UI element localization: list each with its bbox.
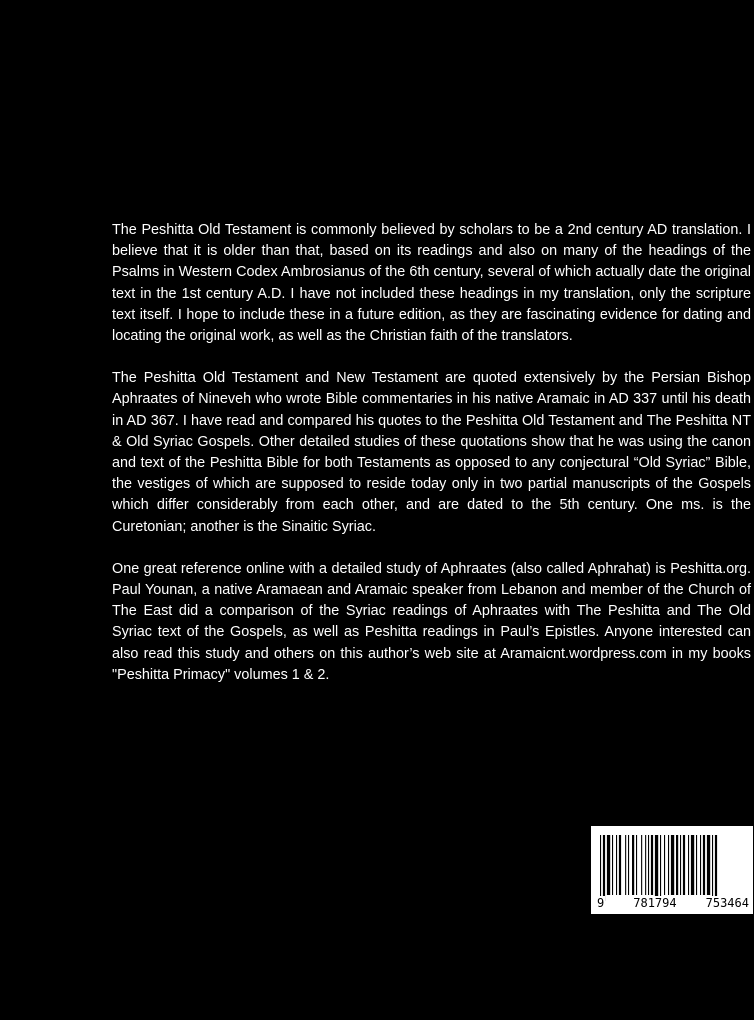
barcode-bar [648, 835, 649, 895]
barcode-bar [703, 835, 705, 895]
barcode-bar [664, 835, 665, 895]
barcode-bar [715, 835, 717, 901]
barcode-bar [668, 835, 669, 895]
barcode-bar [625, 835, 626, 895]
barcode-digit-group-left: 781794 [633, 896, 677, 910]
barcode-bar [632, 835, 634, 895]
barcode-bar [645, 835, 646, 895]
barcode-bar [612, 835, 613, 895]
barcode-bar [641, 835, 642, 895]
barcode-bar [696, 835, 697, 895]
barcode-bar [603, 835, 605, 901]
barcode-digit-group-right: 753464 [705, 896, 749, 910]
barcode-bar [691, 835, 694, 895]
barcode-bar [671, 835, 674, 895]
barcode-bar [619, 835, 621, 895]
barcode-bar [688, 835, 689, 895]
barcode-bar [636, 835, 637, 895]
barcode-bar [607, 835, 610, 895]
paragraph-online-reference: One great reference online with a detailed study of Aphraates (also called Aphrahat) is Peshitta.org. Paul Younan, a native Aramaean and Aramaic speaker from Lebanon and member of the Church of The East did a comparison of the Syriac readings of Aphraates with The Peshitta and The Old Syriac text of the Gospels, as well as Peshitta readings in Paul’s Epistles. Anyone interested can also read this study and others on this author’s web site at Aramaicnt.wordpress.com in my books "Peshitta Primacy" volumes 1 & 2. [112, 560, 751, 683]
isbn-barcode [591, 826, 753, 914]
back-cover-text [112, 220, 751, 707]
barcode-bar [676, 835, 678, 895]
barcode-bar [700, 835, 701, 895]
barcode-bar [707, 835, 710, 895]
barcode-bar [616, 835, 617, 895]
barcode-bar [628, 835, 629, 895]
barcode-digits [596, 896, 750, 910]
barcode-digit-prefix: 9 [597, 896, 605, 910]
barcode-bar [651, 835, 653, 895]
barcode-bar [600, 835, 601, 901]
barcode-bar [655, 835, 658, 901]
paragraph-peshitta-old-testament: The Peshitta Old Testament is commonly believed by scholars to be a 2nd century AD translation. I believe that it is older than that, based on its readings and also on many of the headings of the Psalms in Western Codex Ambrosianus of the 6th century, several of which actually date the original text in the 1st century A.D. I have not included these headings in my translation, only the scripture text itself. I hope to include these in a future edition, as they are fascinating evidence for dating and locating the original work, as well as the Christian faith of the translators. [112, 222, 751, 345]
paragraph-aphraates-quotes: The Peshitta Old Testament and New Testament are quoted extensively by the Persian Bishop Aphraates of Nineveh who wrote Bible commentaries in his native Aramaic in AD 337 until his death in AD 367. I have read and compared his quotes to the Peshitta Old Testament and The Peshitta NT & Old Syriac Gospels. Other detailed studies of these quotations show that he was using the canon and text of the Peshitta Bible for both Testaments as opposed to any conjectural “Old Syriac” Bible, the vestiges of which are supposed to reside today only in two partial manuscripts of the Gospels which differ considerably from each other, and are dated to the 5th century. One ms. is the Curetonian; another is the Sinaitic Syriac. [112, 370, 751, 535]
barcode-bar [660, 835, 661, 901]
barcode-bar [680, 835, 681, 895]
barcode-bar [712, 835, 713, 901]
barcode-bar [683, 835, 685, 895]
